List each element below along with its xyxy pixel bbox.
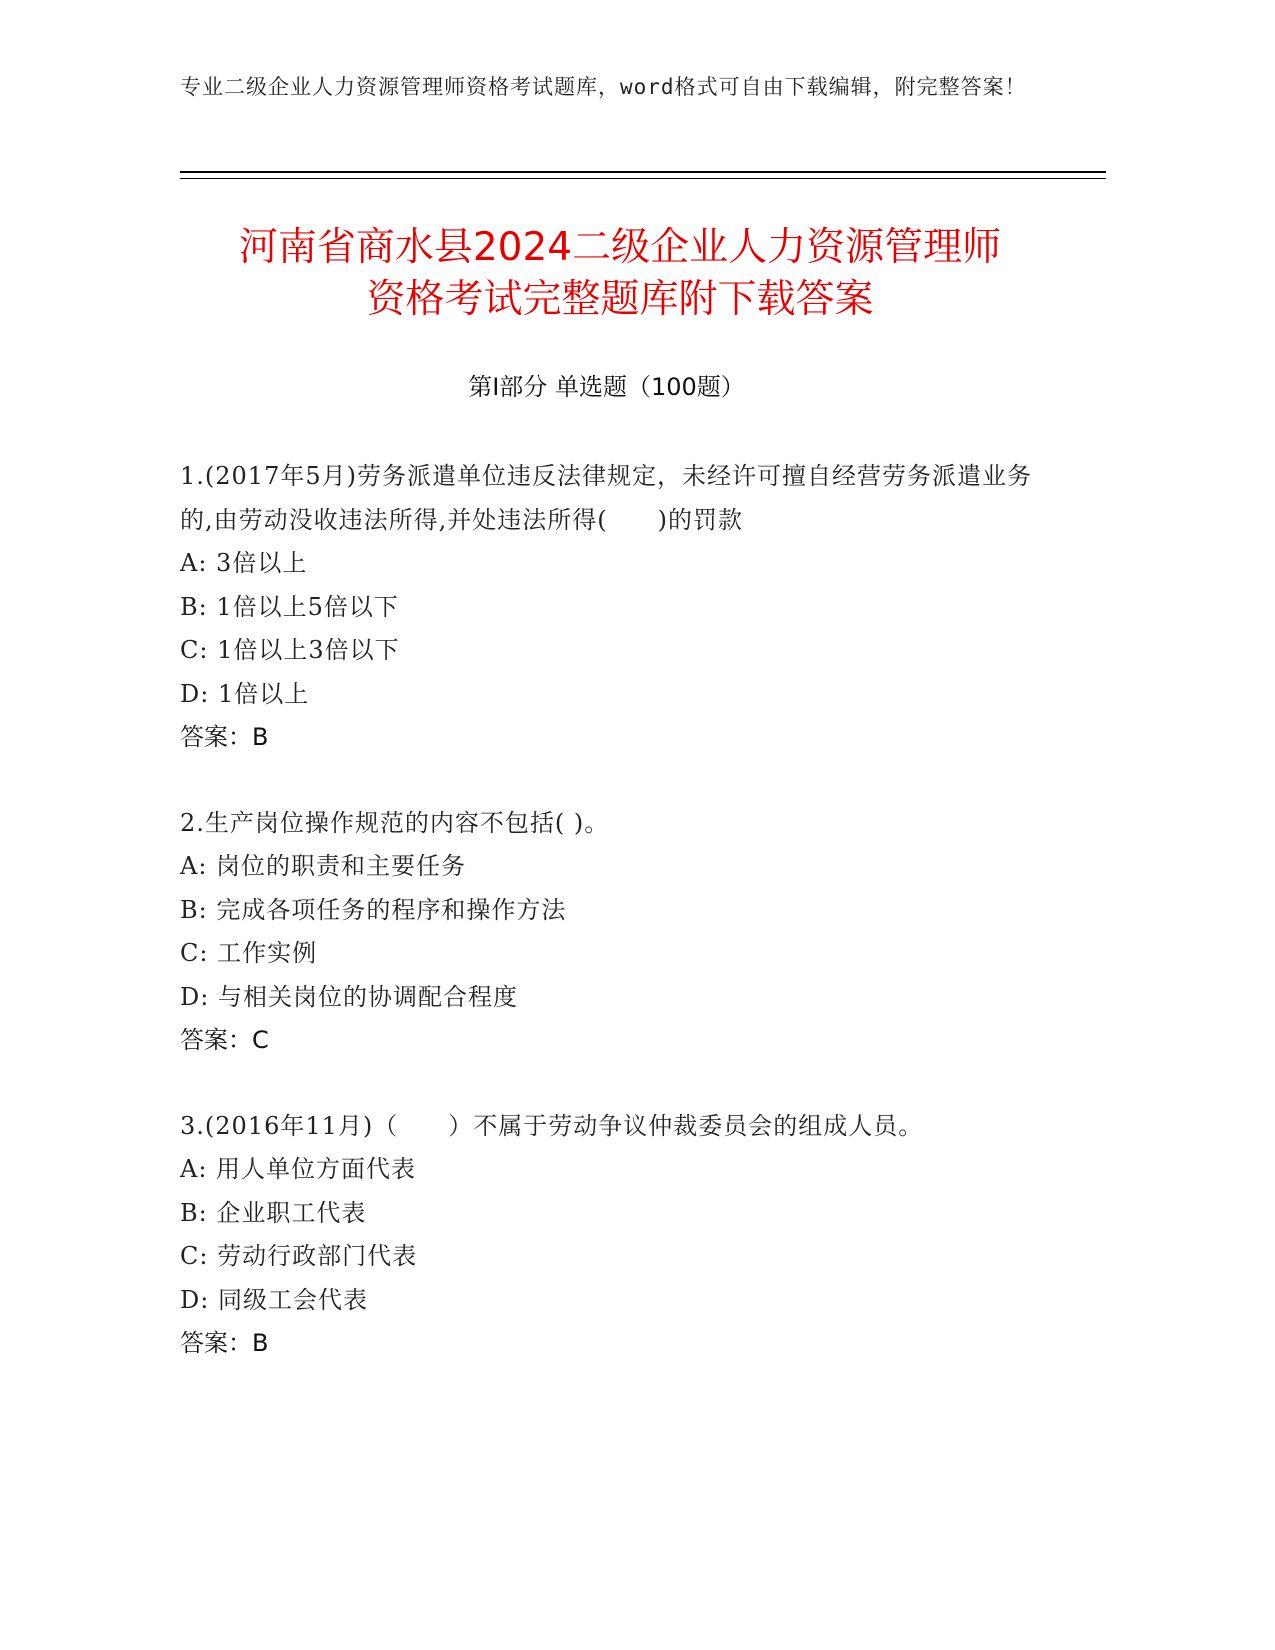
answer: 答案：C (180, 1026, 269, 1054)
option-b: B: 企业职工代表 (180, 1198, 367, 1227)
header-note: 专业二级企业人力资源管理师资格考试题库，word格式可自由下载编辑，附完整答案！ (180, 75, 1027, 99)
title-line-2: 资格考试完整题库附下载答案 (366, 277, 874, 322)
document-title (180, 222, 1060, 326)
question-3 (180, 1105, 1040, 1366)
answer: 答案：B (180, 723, 269, 751)
option-d: D: 同级工会代表 (180, 1285, 368, 1314)
header-rule-thin (180, 178, 1106, 179)
option-d: D: 1倍以上 (180, 679, 310, 708)
option-c: C: 工作实例 (180, 939, 318, 967)
question-list (180, 455, 1040, 1408)
question-1 (180, 455, 1040, 760)
option-c: C: 1倍以上3倍以下 (180, 636, 400, 664)
option-b: B: 1倍以上5倍以下 (180, 592, 399, 621)
answer: 答案：B (180, 1329, 269, 1357)
question-stem: 3.(2016年11月)（ ）不属于劳动争议仲裁委员会的组成人员。 (180, 1111, 924, 1140)
option-a: A: 用人单位方面代表 (180, 1155, 417, 1183)
option-b: B: 完成各项任务的程序和操作方法 (180, 895, 567, 924)
option-c: C: 劳动行政部门代表 (180, 1242, 418, 1270)
section-heading: 第I部分 单选题（100题） (468, 373, 745, 401)
option-a: A: 3倍以上 (180, 549, 308, 577)
option-d: D: 与相关岗位的协调配合程度 (180, 982, 518, 1011)
header-rule-thick (180, 171, 1106, 173)
title-line-1: 河南省商水县2024二级企业人力资源管理师 (238, 225, 1002, 270)
option-a: A: 岗位的职责和主要任务 (180, 852, 467, 880)
question-stem: 1.(2017年5月)劳务派遣单位违反法律规定，未经许可擅自经营劳务派遣业务的,由劳动没收违法所得,并处违法所得( )的罚款 (180, 462, 1032, 534)
question-stem: 2.生产岗位操作规范的内容不包括( )。 (180, 808, 610, 837)
question-2 (180, 802, 1040, 1063)
